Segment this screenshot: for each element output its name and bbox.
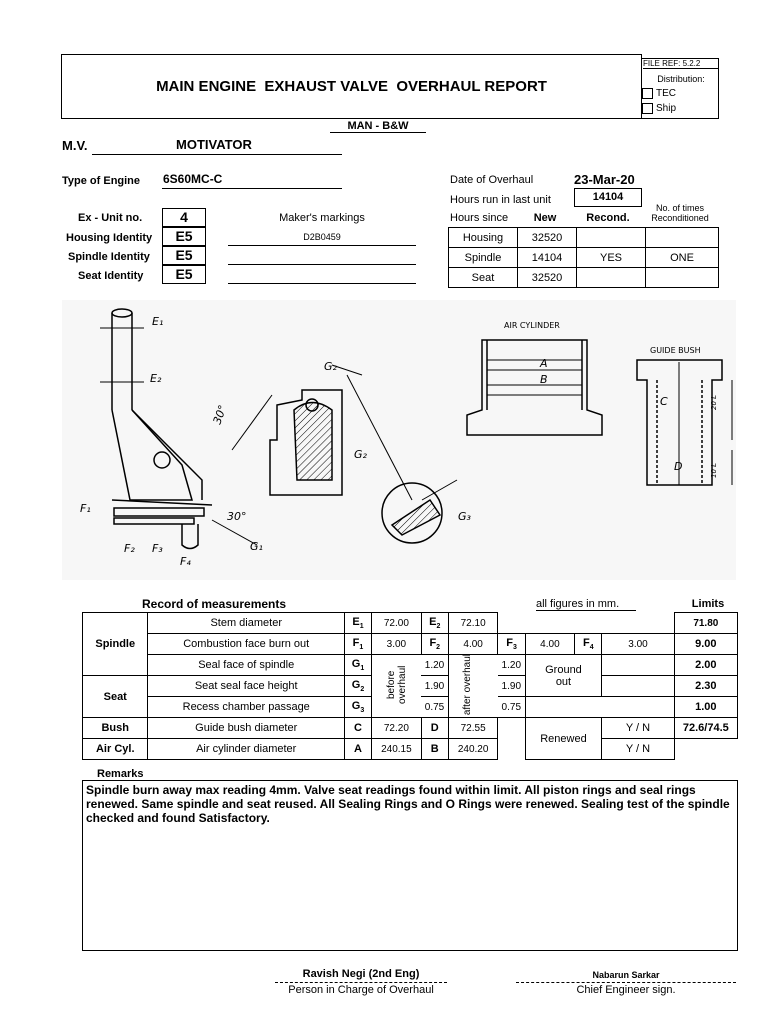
limits-header: Limits bbox=[691, 598, 725, 610]
mv-label: M.V. bbox=[62, 138, 88, 153]
seat-id-label: Seat Identity bbox=[78, 270, 144, 282]
symbol-a: A bbox=[344, 739, 371, 760]
makers-markings-label: Maker's markings bbox=[279, 212, 365, 224]
value-f4: 3.00 bbox=[602, 634, 674, 655]
symbol-f4: $F_4$ bbox=[575, 634, 602, 655]
hours-new-cell: 32520 bbox=[518, 228, 577, 248]
hours-times-cell bbox=[646, 228, 719, 248]
symbol-f1: $F_1$ bbox=[344, 634, 371, 655]
g2-before: 1.90 bbox=[421, 676, 448, 697]
guide-bush-label: GUIDE BUSH bbox=[650, 346, 701, 355]
hours-last-value: 14104 bbox=[574, 188, 642, 207]
label-30-left: 30° bbox=[227, 510, 247, 523]
limit-bush: 72.6/74.5 bbox=[674, 718, 737, 739]
housing-id-value: E5 bbox=[162, 227, 206, 246]
ship-checkbox[interactable] bbox=[642, 103, 653, 114]
g1-after: 1.20 bbox=[498, 655, 525, 676]
hours-table bbox=[448, 227, 719, 288]
label-g2-top: G₂ bbox=[324, 360, 337, 373]
hours-part-cell: Housing bbox=[449, 228, 518, 248]
ground-out-g1 bbox=[602, 655, 674, 676]
aircyl-renewed-yn[interactable]: Y / N bbox=[602, 739, 674, 760]
chief-sign-line bbox=[516, 982, 736, 983]
label-20l: 20 L bbox=[710, 394, 718, 410]
label-e2: E₂ bbox=[150, 372, 162, 385]
bush-row-label: Bush bbox=[83, 718, 148, 739]
before-overhaul-label: before overhaul bbox=[385, 665, 408, 704]
person-role: Person in Charge of Overhaul bbox=[288, 984, 434, 996]
times-recond-header: No. of times Reconditioned bbox=[651, 203, 709, 223]
symbol-g3: $G_3$ bbox=[344, 697, 371, 718]
new-header: New bbox=[533, 212, 557, 224]
hours-part-cell: Seat bbox=[449, 268, 518, 288]
seat-marking-line bbox=[228, 270, 416, 284]
hours-times-cell: ONE bbox=[646, 248, 719, 268]
empty-cell bbox=[498, 739, 525, 760]
ground-out: Ground out bbox=[525, 655, 602, 697]
label-g1: G₁ bbox=[250, 540, 263, 553]
symbol-c: C bbox=[344, 718, 371, 739]
label-b: B bbox=[540, 373, 548, 386]
file-ref: FILE REF: 5.2.2 bbox=[643, 59, 719, 69]
empty-cell bbox=[498, 718, 525, 739]
aircyl-diam-label: Air cylinder diameter bbox=[148, 739, 344, 760]
before-overhaul bbox=[372, 655, 422, 718]
tec-checkbox[interactable] bbox=[642, 88, 653, 99]
label-c: C bbox=[660, 395, 668, 408]
remarks-text: Spindle burn away max reading 4mm. Valve seat readings found within limit. All piston rings and seal rings renewed. Same spindle and seat reused. All Sealing Rings and O Rings were renewed. Sealing test of the spindle checked and found Satisfactory. bbox=[86, 783, 730, 825]
table-row bbox=[83, 613, 738, 634]
value-e2: 72.10 bbox=[448, 613, 498, 634]
label-g2: G₂ bbox=[354, 448, 367, 461]
value-f2: 4.00 bbox=[448, 634, 498, 655]
empty-cell bbox=[525, 697, 674, 718]
engine-value: 6S60MC-C bbox=[163, 172, 223, 186]
value-b: 240.20 bbox=[448, 739, 498, 760]
g2-after: 1.90 bbox=[498, 676, 525, 697]
bush-renewed-yn[interactable]: Y / N bbox=[602, 718, 674, 739]
units-note: all figures in mm. bbox=[536, 598, 636, 611]
value-f1: 3.00 bbox=[372, 634, 422, 655]
engine-label: Type of Engine bbox=[62, 175, 141, 187]
distribution-tec[interactable] bbox=[642, 88, 676, 99]
spindle-marking-line bbox=[228, 251, 416, 265]
limit-burn: 9.00 bbox=[674, 634, 737, 655]
ground-out-g2 bbox=[602, 676, 674, 697]
chief-name: Nabarun Sarkar bbox=[592, 970, 660, 980]
empty-cell bbox=[674, 739, 737, 760]
value-e1: 72.00 bbox=[372, 613, 422, 634]
hours-times-cell bbox=[646, 268, 719, 288]
symbol-b: B bbox=[421, 739, 448, 760]
symbol-f2: $F_2$ bbox=[421, 634, 448, 655]
value-c: 72.20 bbox=[372, 718, 422, 739]
label-f2: F₂ bbox=[124, 542, 135, 555]
g3-before: 0.75 bbox=[421, 697, 448, 718]
label-f3: F₃ bbox=[152, 542, 163, 555]
air-cylinder-label: AIR CYLINDER bbox=[504, 321, 560, 330]
label-a: A bbox=[540, 357, 548, 370]
symbol-e2: $E_2$ bbox=[421, 613, 448, 634]
hours-recond-cell bbox=[577, 228, 646, 248]
hours-new-cell: 32520 bbox=[518, 268, 577, 288]
seat-row-label: Seat bbox=[83, 676, 148, 718]
sealface-label: Seal face of spindle bbox=[148, 655, 344, 676]
hours-part-cell: Spindle bbox=[449, 248, 518, 268]
aircyl-row-label: Air Cyl. bbox=[83, 739, 148, 760]
table-row bbox=[449, 248, 719, 268]
housing-id-label: Housing Identity bbox=[66, 232, 153, 244]
date-value: 23-Mar-20 bbox=[574, 172, 635, 187]
makers-markings-value: D2B0459 bbox=[228, 232, 416, 246]
renewed-label: Renewed bbox=[525, 718, 602, 760]
table-row bbox=[83, 634, 738, 655]
label-30-seat: 30° bbox=[210, 403, 230, 427]
recess-label: Recess chamber passage bbox=[148, 697, 344, 718]
hours-new-cell: 14104 bbox=[518, 248, 577, 268]
person-sign-line bbox=[275, 982, 447, 983]
distribution-label: Distribution: bbox=[657, 74, 705, 84]
after-overhaul-label: after overhaul bbox=[462, 653, 474, 716]
seat-id-value: E5 bbox=[162, 265, 206, 284]
hours-last-label: Hours run in last unit bbox=[450, 194, 551, 206]
technical-drawings bbox=[62, 300, 736, 580]
after-overhaul bbox=[448, 655, 498, 718]
report-title: MAIN ENGINE EXHAUST VALVE OVERHAUL REPORT bbox=[156, 78, 547, 95]
table-row bbox=[83, 655, 738, 676]
limit-g3: 1.00 bbox=[674, 697, 737, 718]
hours-since-label: Hours since bbox=[450, 212, 509, 224]
value-d: 72.55 bbox=[448, 718, 498, 739]
remarks-box[interactable] bbox=[82, 780, 738, 951]
ship-label: Ship bbox=[656, 103, 677, 115]
g3-after: 0.75 bbox=[498, 697, 525, 718]
burn-label: Combustion face burn out bbox=[148, 634, 344, 655]
stem-label: Stem diameter bbox=[148, 613, 344, 634]
person-name: Ravish Negi (2nd Eng) bbox=[302, 968, 420, 980]
spindle-row-label: Spindle bbox=[83, 613, 148, 676]
recond-header: Recond. bbox=[586, 212, 630, 224]
value-f3: 4.00 bbox=[525, 634, 575, 655]
chief-role: Chief Engineer sign. bbox=[576, 984, 676, 996]
label-f4: F₄ bbox=[180, 555, 191, 568]
symbol-f3: $F_3$ bbox=[498, 634, 525, 655]
limit-g1: 2.00 bbox=[674, 655, 737, 676]
tec-label: TEC bbox=[656, 88, 676, 100]
limit-g2: 2.30 bbox=[674, 676, 737, 697]
label-f1: F₁ bbox=[80, 502, 91, 515]
table-row bbox=[83, 718, 738, 739]
limit-stem: 71.80 bbox=[674, 613, 737, 634]
label-10l: 10 L bbox=[710, 462, 718, 478]
label-g3: G₃ bbox=[458, 510, 471, 523]
table-row bbox=[449, 228, 719, 248]
maker-label: MAN - B&W bbox=[330, 120, 426, 133]
distribution-ship[interactable] bbox=[642, 103, 676, 114]
symbol-d: D bbox=[421, 718, 448, 739]
measurements-title: Record of measurements bbox=[142, 597, 287, 611]
g1-before: 1.20 bbox=[421, 655, 448, 676]
guide-label: Guide bush diameter bbox=[148, 718, 344, 739]
remarks-label: Remarks bbox=[97, 768, 144, 780]
date-label: Date of Overhaul bbox=[450, 174, 534, 186]
seatheight-label: Seat seal face height bbox=[148, 676, 344, 697]
mv-value: MOTIVATOR bbox=[176, 137, 252, 152]
ex-unit-value: 4 bbox=[162, 208, 206, 227]
hours-recond-cell bbox=[577, 268, 646, 288]
label-d: D bbox=[674, 460, 683, 473]
ex-unit-label: Ex - Unit no. bbox=[78, 212, 143, 224]
table-row bbox=[83, 739, 738, 760]
symbol-g2: $G_2$ bbox=[344, 676, 371, 697]
empty-cell bbox=[498, 613, 674, 634]
hours-recond-cell: YES bbox=[577, 248, 646, 268]
symbol-g1: $G_1$ bbox=[344, 655, 371, 676]
spindle-id-value: E5 bbox=[162, 246, 206, 265]
measurements-table bbox=[82, 612, 738, 760]
spindle-id-label: Spindle Identity bbox=[68, 251, 150, 263]
table-row bbox=[449, 268, 719, 288]
symbol-e1: $E_1$ bbox=[344, 613, 371, 634]
label-e1: E₁ bbox=[152, 315, 164, 328]
value-a: 240.15 bbox=[372, 739, 422, 760]
